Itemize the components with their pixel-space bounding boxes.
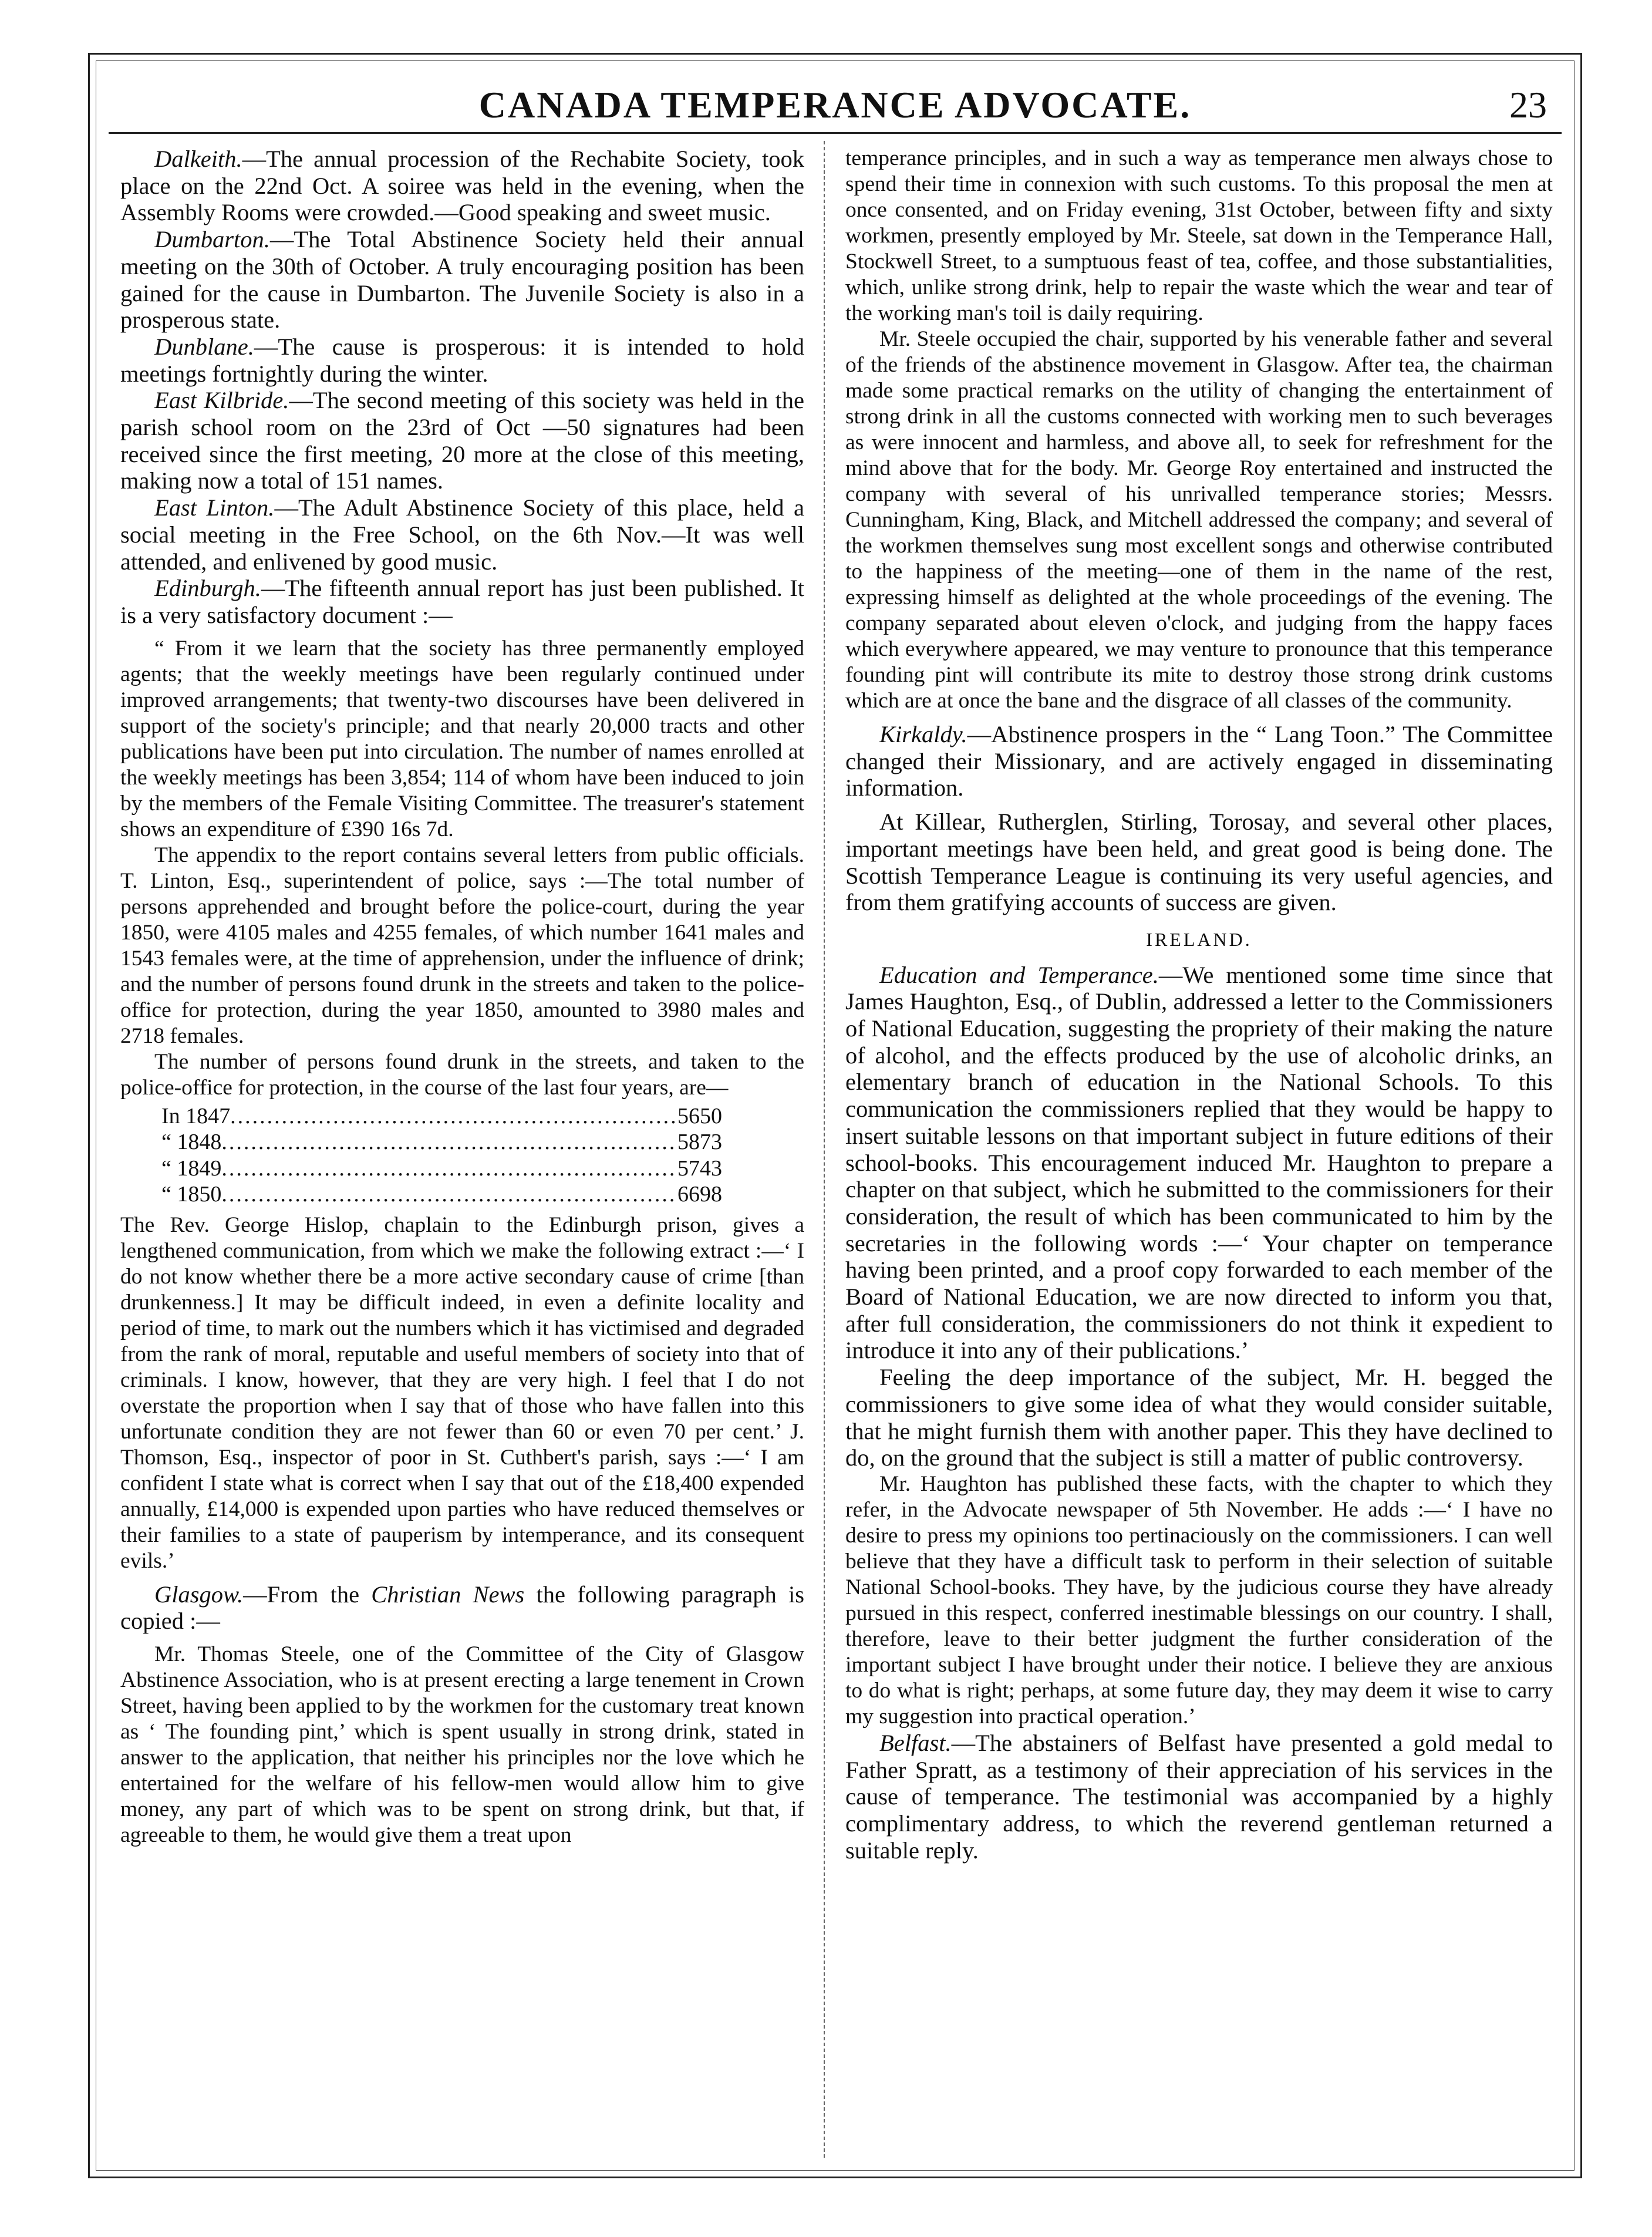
source-name: Christian News [371,1581,525,1608]
page-header [100,70,1570,135]
paragraph-text: —The cause is prosperous: it is intended to hold meetings fortnightly during the winter. [120,333,804,387]
place-name: Edinburgh. [154,575,261,602]
place-name: Kirkaldy. [879,721,967,747]
paragraph-dalkeith [120,146,804,226]
paragraph-haughton: Mr. Haughton has published these facts, with the chapter to which they refer, in the Advocate newspaper of 5th November. He adds :—‘ I have no desire to press my opinions too pertinaciously on the commissioners. I can well believe that they have a difficult task to perform in their selection of suitable National School-books. They have, by the judicious course they have already pursued in this respect, conferred inestimable blessings on our country. I shall, therefore, leave to their better judgment the further consideration of the important subject I have brought under their notice. I believe they are anxious to do what is right; perhaps, at some future day, they may deem it wise to carry my suggestion into practical operation.’ [845,1471,1553,1729]
section-heading-ireland: IRELAND. [1146,928,1252,950]
place-name: Glasgow. [154,1581,244,1608]
paragraph-steele: Mr. Thomas Steele, one of the Committee of the City of Glasgow Abstinence Association, who is at present erecting a large tenement in Crown Street, having been applied to by the workmen for the customary treat known as ‘ The founding pint,’ which is spent usually in strong drink, stated in answer to the application, that neither his principles nor the love which he entertained for the welfare of his fellow-men would allow him to give money, any part of which was to be spent on strong drink, but that, if agreeable to them, he would give them a treat upon [120,1642,804,1848]
stats-row [161,1181,722,1208]
paragraph-east-kilbride [120,387,804,494]
page-number: 23 [1509,84,1547,126]
paragraph-text: the following paragraph is copied :— [120,1581,804,1635]
header-rule [109,132,1562,134]
paragraph-edinburgh [120,575,804,628]
stats-value: 6698 [677,1182,722,1207]
paragraph-text: —Abstinence prospers in the “ Lang Toon.” The Committee changed their Missionary, and are actively engaged in disseminating information. [845,721,1553,801]
paragraph-east-linton [120,494,804,575]
stats-year: “ 1850 [161,1182,222,1207]
place-name: Dalkeith. [154,146,242,172]
running-title: CANADA TEMPERANCE ADVOCATE. [478,84,1192,126]
stats-row [161,1129,722,1155]
stats-value: 5650 [677,1103,722,1128]
column-divider [824,141,825,2158]
left-column [120,146,804,2159]
place-name: Dumbarton. [154,226,270,253]
paragraph-text: —The second meeting of this society was held in the parish school room on the 23rd of Oct —50 signatures had been received since the first meeting, 20 more at the close of this meeting, making now a total of 151 names. [120,387,804,494]
stats-year: “ 1849 [161,1155,222,1181]
place-name: Belfast. [879,1729,952,1756]
paragraph-belfast [845,1730,1553,1864]
paragraph-steele-continued: temperance principles, and in such a way as temperance men always chose to spend their time in connexion with such customs. To this proposal the men at once consented, and on Friday evening, 31st October, between fifty and sixty workmen, presently employed by Mr. Steele, sat down in the Temperance Hall, Stockwell Street, to a sumptuous feast of tea, coffee, and those substantialities, which, unlike strong drink, help to repair the waste which the wear and tear of the working man's toil is daily requiring. [845,146,1553,325]
paragraph-kirkaldy [845,721,1553,801]
drunkenness-stats-table [161,1103,804,1208]
stats-year: “ 1848 [161,1130,222,1155]
place-name: East Kilbride. [154,387,289,414]
right-column [845,146,1553,2159]
quote-edinburgh-years: The number of persons found drunk in the streets, and taken to the police-office for protection, in the course of the last four years, are— [120,1049,804,1100]
quote-edinburgh-appendix: The appendix to the report contains several letters from public officials. T. Linton, Esq., superintendent of police, says :—The total number of persons apprehended and brought before the police-court, during the year 1850, were 4105 males and 4255 females, of which number 1641 males and 1543 females were, at the time of apprehension, under the influence of drink; and the number of persons found drunk in the streets and taken to the police-office for protection, during the year 1850, amounted to 3980 males and 2718 females. [120,843,804,1048]
stats-value: 5873 [677,1130,722,1155]
paragraph-text: —The Adult Abstinence Society of this place, held a social meeting in the Free School, on the 6th Nov.—It was well attended, and enlivened by good music. [120,494,804,575]
place-name: Dunblane. [154,333,254,360]
paragraph-hislop: The Rev. George Hislop, chaplain to the Edinburgh prison, gives a lengthened communication, from which we make the following extract :—‘ I do not know whether there be a more active secondary cause of crime [than drunkenness.] It may be difficult indeed, in even a definite locality and period of time, to mark out the numbers which it has victimised and degraded from the rank of moral, reputable and useful members of society into that of criminals. I know, however, that they are very high. I feel that I do not overstate the proportion when I say that of those who have fallen into this unfortunate condition they are not fewer than 60 or even 70 per cent.’ J. Thomson, Esq., inspector of poor in St. Cuthbert's parish, says :—‘ I am confident I state what is correct when I say that out of the £18,400 expended annually, £14,000 is expended upon parties who have reduced themselves or their families to a state of pauperism by intemperance, and its consequent evils.’ [120,1212,804,1573]
paragraph-dunblane [120,333,804,387]
paragraph-text: —We mentioned some time since that James Haughton, Esq., of Dublin, addressed a letter to the Commissioners of National Education, suggesting the propriety of their making the nature of alcohol, and the effects produced by the use of alcoholic drinks, an elementary branch of education in the National Schools. To this communication the commissioners replied that they would be happy to insert suitable lessons on that important subject in future editions of their school-books. This encouragement induced Mr. Haughton to prepare a chapter on that subject, which he submitted to the commissioners for their consideration, the result of which has been communicated to him by the secretaries in the following words :—‘ Your chapter on temperance having been printed, and a proof copy forwarded to each member of the Board of National Education, we are now directed to inform you that, after full consideration, the commissioners do not think it expedient to introduce it into any of their publications.’ [845,961,1553,1364]
paragraph-text: —The abstainers of Belfast have presented a gold medal to Father Spratt, as a testimony of their appreciation of his services in the cause of temperance. The testimonial was accompanied by a highly complimentary address, to which the reverend gentleman returned a suitable reply. [845,1729,1553,1864]
stats-row [161,1103,722,1130]
place-name: East Linton. [154,494,275,521]
stats-value: 5743 [677,1155,722,1181]
paragraph-text: —The fifteenth annual report has just been published. It is a very satisfactory document :— [120,575,804,628]
paragraph-steele-chair: Mr. Steele occupied the chair, supported by his venerable father and several of the friends of the abstinence movement in Glasgow. After tea, the chairman made some practical remarks on the utility of changing the entertainment of strong drink in all the customs connected with working men to such beverages as were innocent and harmless, and above all, to seek for refreshment for the mind above that for the body. Mr. George Roy entertained and instructed the company with several of his unrivalled temperance stories; Messrs. Cunningham, King, Black, and Mitchell addressed the company; and several of the workmen themselves sung most excellent songs and otherwise contributed to the happiness of the meeting—one of them in the name of the rest, expressing himself as delighted at the whole proceedings of the evening. The company separated about eleven o'clock, and judging from the happy faces which everywhere appeared, we may venture to pronounce that this temperance founding pint will contribute its mite to destroy those strong drink customs which are at once the bane and the disgrace of all classes of the community. [845,327,1553,713]
paragraph-text: —The annual procession of the Rechabite Society, took place on the 22nd Oct. A soiree was held in the evening, when the Assembly Rooms were crowded.—Good speaking and sweet music. [120,146,804,226]
place-name: Education and Temperance. [879,961,1159,988]
paragraph-glasgow [120,1581,804,1635]
paragraph-killear: At Killear, Rutherglen, Stirling, Torosay, and several other places, important meetings have been held, and great good is being done. The Scottish Temperance League is continuing its very useful agencies, and from them gratifying accounts of success are given. [845,808,1553,916]
stats-year: In 1847 [161,1103,231,1128]
quote-edinburgh-report: “ From it we learn that the society has three permanently employed agents; that the weekly meetings have been regularly continued under improved arrangements; that twenty-two discourses have been delivered in support of the society's principle; and that nearly 20,000 tracts and other publications have been put into circulation. The number of names enrolled at the weekly meetings has been 3,854; 114 of whom have been induced to join by the members of the Female Visiting Committee. The treasurer's statement shows an expenditure of £390 16s 7d. [120,636,804,841]
stats-row [161,1155,722,1182]
paragraph-text: —From the [243,1581,372,1608]
paragraph-feeling: Feeling the deep importance of the subject, Mr. H. begged the commissioners to give some idea of what they would consider suitable, that he might furnish them with another paper. This they have declined to do, on the ground that the subject is still a matter of public controversy. [845,1364,1553,1471]
paragraph-text: —The Total Abstinence Society held their annual meeting on the 30th of October. A truly encouraging position has been gained for the cause in Dumbarton. The Juvenile Society is also in a prosperous state. [120,226,804,333]
paragraph-dumbarton [120,226,804,333]
paragraph-education [845,962,1553,1365]
